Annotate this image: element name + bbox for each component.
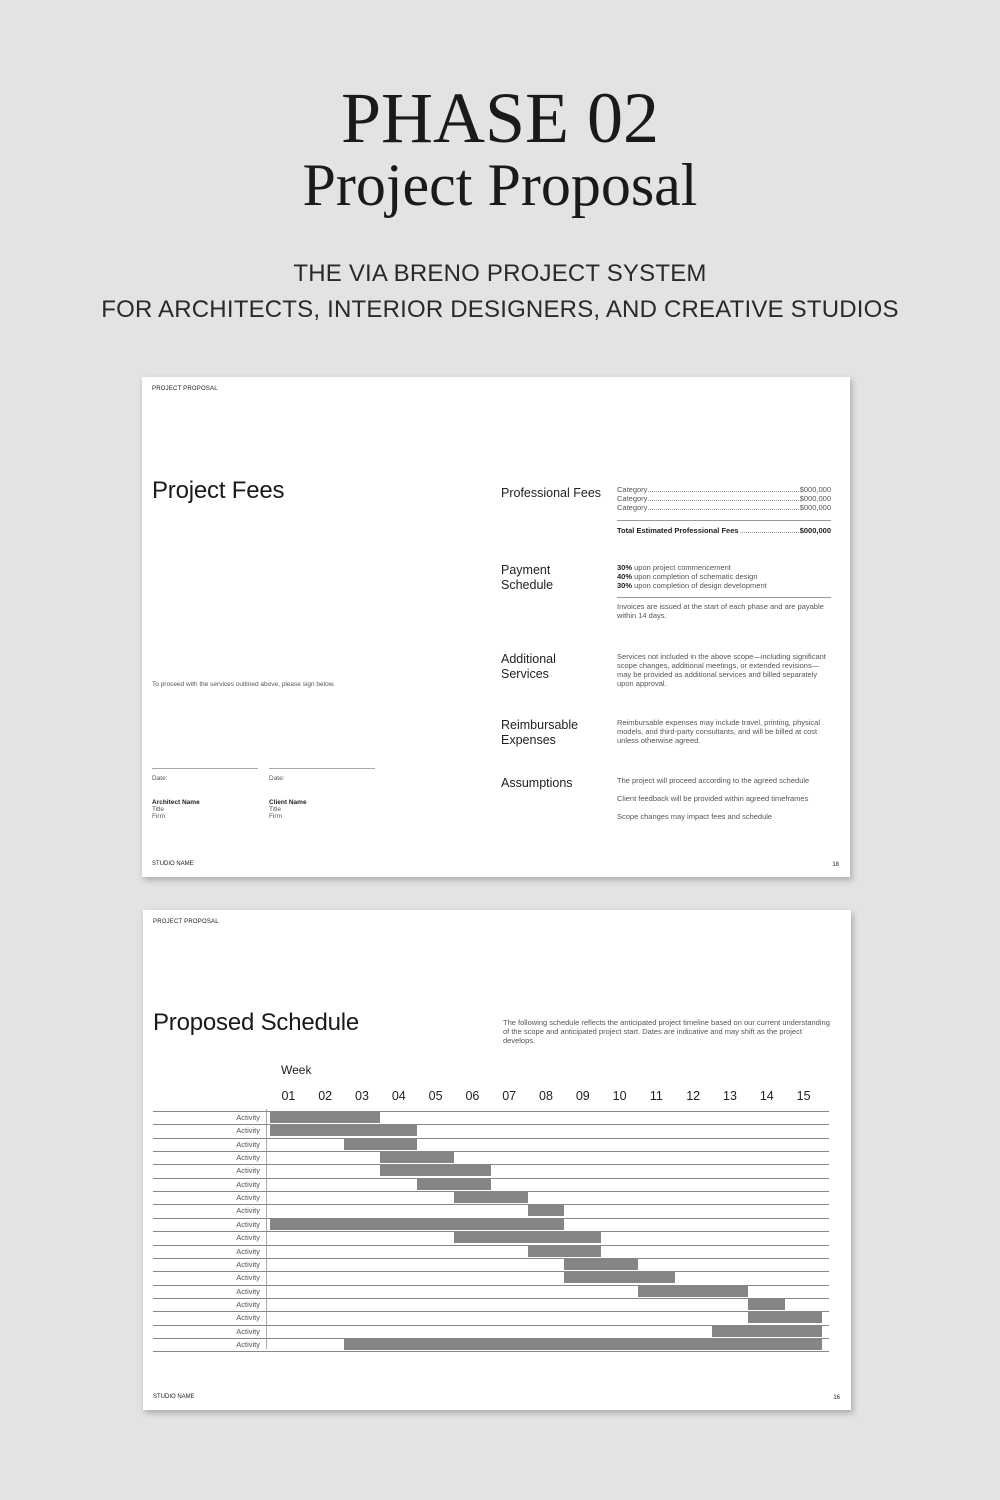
payment-item: 30% upon project commencement <box>617 563 731 572</box>
proposed-schedule-page <box>143 910 851 1410</box>
gantt-row-divider <box>153 1151 829 1152</box>
payment-item: 40% upon completion of schematic design <box>617 572 758 581</box>
assumption-item: Scope changes may impact fees and schedule <box>617 812 773 821</box>
payment-item: 30% upon completion of design development <box>617 581 767 590</box>
professional-fees-list <box>617 485 831 535</box>
fee-line: Category $000,000 <box>617 503 831 512</box>
activity-label: Activity <box>236 1286 260 1296</box>
reimbursable-expenses-label: Reimbursable Expenses <box>501 718 579 747</box>
payment-schedule-list <box>617 563 831 620</box>
week-tick-label: 15 <box>796 1089 811 1103</box>
professional-fees-label: Professional Fees <box>501 486 602 500</box>
client-signature-line[interactable] <box>269 768 375 769</box>
activity-label: Activity <box>236 1326 260 1336</box>
schedule-intro: The following schedule reflects the anticipated project timeline based on our current understanding of the scope and anticipated project start. Dates are indicative and may shift as the project develops. <box>503 1018 830 1045</box>
architect-block: Architect Name Title Firm <box>152 799 200 820</box>
activity-label: Activity <box>236 1299 260 1309</box>
week-tick-label: 03 <box>355 1089 369 1103</box>
system-subtitle: THE VIA BRENO PROJECT SYSTEM <box>293 260 707 287</box>
activity-bar <box>454 1192 528 1203</box>
activity-label: Activity <box>236 1126 260 1136</box>
activity-bar <box>380 1165 490 1176</box>
architect-date-label: Date: <box>152 775 168 782</box>
page-footer: STUDIO NAME <box>152 861 194 867</box>
gantt-row-divider <box>153 1311 829 1312</box>
page-title: Proposed Schedule <box>153 1009 360 1036</box>
assumptions-label: Assumptions <box>501 776 573 790</box>
assumptions-list <box>617 776 831 821</box>
fee-line: Category $000,000 <box>617 494 831 503</box>
page-footer: STUDIO NAME <box>153 1394 195 1400</box>
activity-bar <box>344 1139 418 1150</box>
phase-heading: PHASE 02 <box>340 78 660 158</box>
week-tick-label: 04 <box>391 1089 406 1103</box>
activity-label: Activity <box>236 1153 260 1163</box>
fee-total: Total Estimated Professional Fees $000,000 <box>617 526 831 535</box>
activity-label: Activity <box>236 1219 260 1229</box>
week-tick-label: 05 <box>428 1089 443 1103</box>
project-fees-page <box>142 377 850 877</box>
activity-label: Activity <box>236 1259 260 1269</box>
gantt-row-divider <box>153 1298 829 1299</box>
page-header: PROJECT PROPOSAL <box>152 386 218 392</box>
activity-label: Activity <box>236 1179 260 1189</box>
fee-line: Category $000,000 <box>617 485 831 494</box>
activity-bar <box>748 1299 785 1310</box>
activity-label: Activity <box>236 1233 260 1243</box>
gantt-row-divider <box>153 1178 829 1179</box>
activity-label: Activity <box>236 1313 260 1323</box>
week-tick-label: 08 <box>539 1089 553 1103</box>
page-header: PROJECT PROPOSAL <box>153 919 219 925</box>
activity-bar <box>344 1339 822 1350</box>
week-tick-label: 06 <box>465 1089 480 1103</box>
week-tick-label: 14 <box>759 1089 774 1103</box>
activity-bar <box>380 1152 454 1163</box>
gantt-axis-line <box>266 1109 267 1349</box>
additional-services-text: Services not included in the above scope—including significant scope changes, additional meetings, or extended revisions—may be provided as additional services and billed separately upon approval. <box>617 652 826 688</box>
sign-prompt: To proceed with the services outlined above, please sign below. <box>152 681 335 688</box>
week-tick-label: 02 <box>318 1089 333 1103</box>
proposal-title: Project Proposal <box>302 152 698 218</box>
audience-subtitle: FOR ARCHITECTS, INTERIOR DESIGNERS, AND CREATIVE STUDIOS <box>101 296 899 323</box>
activity-label: Activity <box>236 1113 260 1122</box>
activity-label: Activity <box>236 1139 260 1149</box>
payment-schedule-label: Payment Schedule <box>501 563 554 592</box>
gantt-row-divider <box>153 1245 829 1246</box>
client-date-label: Date: <box>269 775 285 782</box>
page-title: Project Fees <box>152 477 285 504</box>
week-tick-label: 11 <box>649 1089 663 1103</box>
activity-bar <box>748 1312 822 1323</box>
activity-label: Activity <box>236 1339 260 1349</box>
activity-label: Activity <box>236 1273 260 1283</box>
additional-services-label: Additional Services <box>501 652 556 681</box>
activity-bar <box>270 1219 564 1230</box>
week-tick-label: 09 <box>575 1089 590 1103</box>
reimbursable-expenses-text: Reimbursable expenses may include travel, printing, physical models, and third-party consultants, and will be billed at cost unless otherwise agreed. <box>617 718 821 745</box>
gantt-row-divider <box>153 1351 829 1352</box>
week-tick-label: 13 <box>723 1089 737 1103</box>
activity-bar <box>270 1125 417 1136</box>
activity-bar <box>564 1259 638 1270</box>
gantt-row-divider <box>153 1271 829 1272</box>
gantt-row-divider <box>153 1111 829 1112</box>
assumption-item: Client feedback will be provided within agreed timeframes <box>617 794 809 803</box>
activity-label: Activity <box>236 1246 260 1256</box>
gantt-row-divider <box>153 1138 829 1139</box>
gantt-row-divider <box>153 1164 829 1165</box>
invoice-note: Invoices are issued at the start of each phase and are payable within 14 days. <box>617 602 824 620</box>
activity-bar <box>528 1205 565 1216</box>
client-block: Client Name Title Firm <box>269 799 307 820</box>
activity-bar <box>454 1232 601 1243</box>
activity-label: Activity <box>236 1193 260 1203</box>
activity-bar <box>564 1272 674 1283</box>
activity-bar <box>638 1286 748 1297</box>
architect-signature-line[interactable] <box>152 768 258 769</box>
page-number: 18 <box>832 862 839 868</box>
activity-bar <box>712 1326 822 1337</box>
activity-label: Activity <box>236 1206 260 1216</box>
activity-bar <box>528 1246 602 1257</box>
gantt-row-divider <box>153 1258 829 1259</box>
activity-bar <box>270 1112 380 1123</box>
page-number: 16 <box>833 1395 840 1401</box>
week-tick-label: 07 <box>502 1089 517 1103</box>
week-tick-label: 12 <box>686 1089 701 1103</box>
assumption-item: The project will proceed according to the agreed schedule <box>617 776 810 785</box>
week-tick-label: 01 <box>281 1089 296 1103</box>
gantt-row-divider <box>153 1204 829 1205</box>
activity-bar <box>417 1179 491 1190</box>
gantt-row-divider <box>153 1124 829 1125</box>
activity-label: Activity <box>236 1166 260 1176</box>
week-axis-label: Week <box>281 1063 312 1077</box>
week-tick-label: 10 <box>612 1089 627 1103</box>
